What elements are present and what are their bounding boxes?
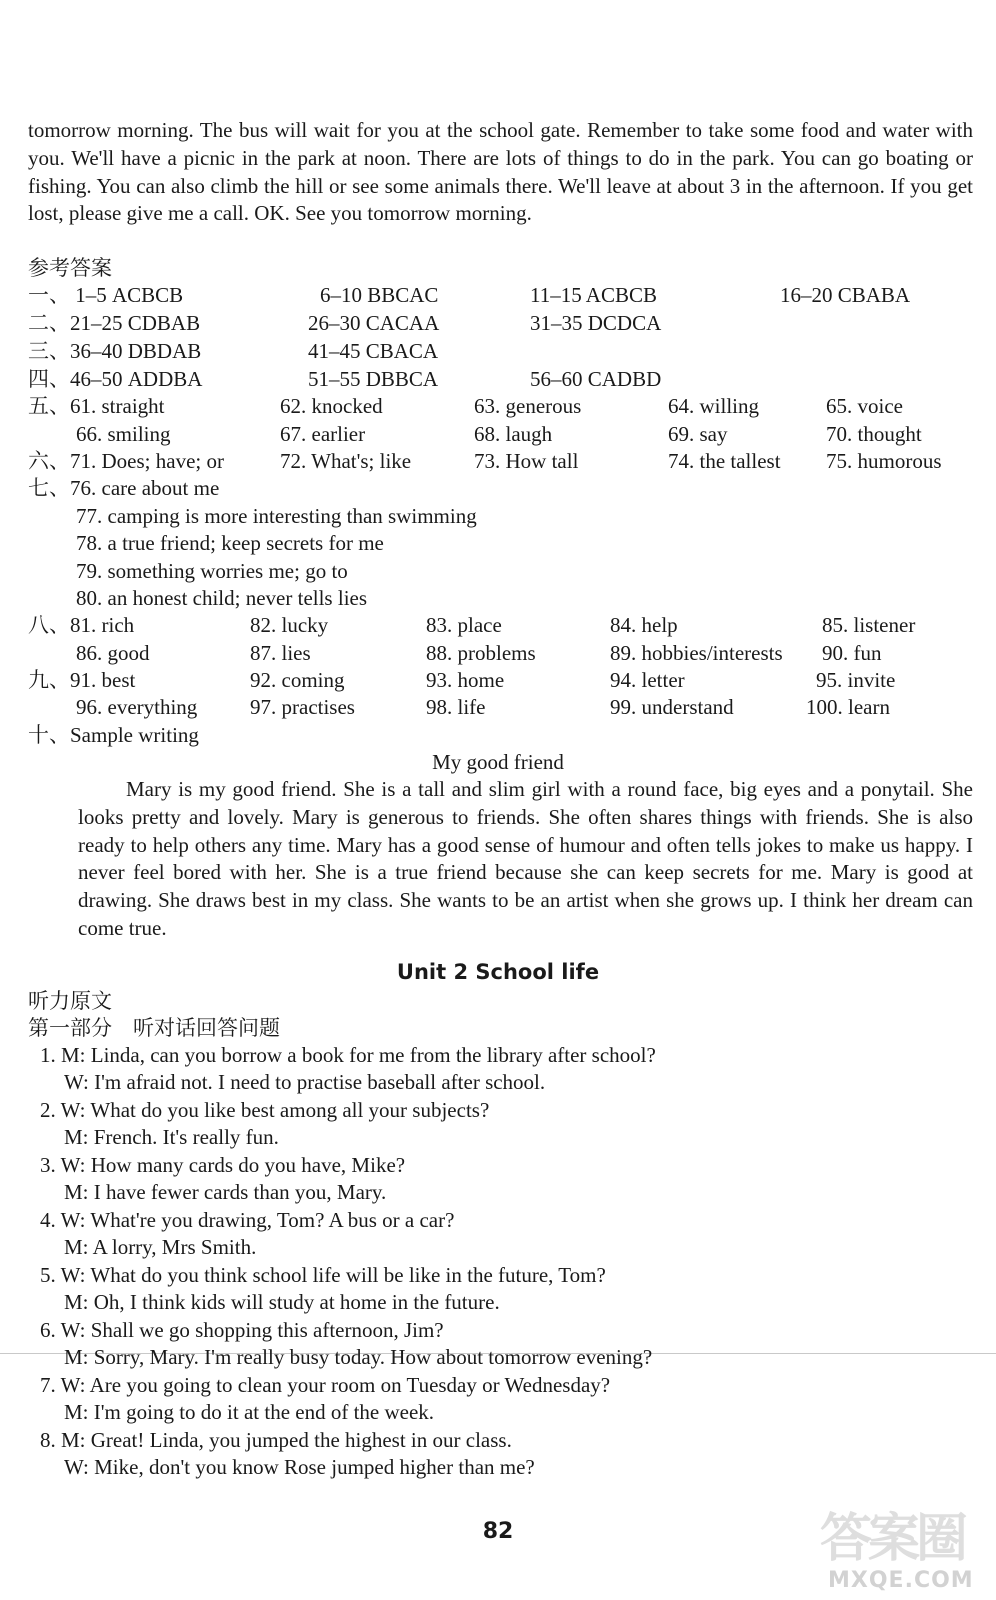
watermark-logo: 答案圈 — [820, 1509, 965, 1569]
answer-group: 56–60 CADBD — [530, 367, 662, 391]
answer-item: 82. lucky — [250, 613, 329, 637]
answer-item: 93. home — [426, 668, 505, 692]
dialogue-line: 4. W: What're you drawing, Tom? A bus or a car? — [40, 1208, 455, 1232]
essay-body: Mary is my good friend. She is a tall and slim girl with a round face, big eyes and a ponytail. She looks pretty and lovely. Mary is generous to friends. She often shares things with friends. She is also ready to help others any time. Mary has a good sense of humour and often tells jokes to make us happy. I never feel bored with her. She is a true friend because she can keep secrets for me. Mary is good at drawing. She draws best in my class. She wants to be an artist when she grows up. I think her dream can come true. — [78, 777, 973, 940]
answer-item: 65. voice — [826, 394, 903, 418]
answer-item: 85. listener — [822, 613, 916, 637]
answer-item: 89. hobbies/interests — [610, 641, 783, 665]
answer-group: 三、36–40 DBDAB — [28, 339, 202, 363]
answer-item: 88. problems — [426, 641, 536, 665]
answer-item: 66. smiling — [76, 422, 171, 446]
answer-item: 73. How tall — [474, 449, 579, 473]
answer-item: 九、91. best — [28, 668, 136, 692]
intro-paragraph: tomorrow morning. The bus will wait for you at the school gate. Remember to take some food and water with you. We'll have a picnic in the park at noon. There are lots of things to do in the park. You can go boating or fishing. You can also climb the hill or see some animals there. We'll leave at about 3 in the afternoon. If you get lost, please give me a call. OK. See you tomorrow morning. — [28, 118, 973, 226]
dialogue-line: M: French. It's really fun. — [64, 1125, 279, 1149]
answers-heading: 参考答案 — [28, 256, 112, 280]
answer-item: 77. camping is more interesting than swimming — [76, 504, 477, 528]
answer-item: 87. lies — [250, 641, 311, 665]
answer-item: 100. learn — [806, 695, 890, 719]
answer-item: 94. letter — [610, 668, 685, 692]
answer-item: 96. everything — [76, 695, 198, 719]
dialogue-line: M: I have fewer cards than you, Mary. — [64, 1180, 387, 1204]
answer-item: 69. say — [668, 422, 728, 446]
dialogue-line: M: Sorry, Mary. I'm really busy today. How about tomorrow evening? — [64, 1345, 653, 1369]
answer-item: 95. invite — [816, 668, 896, 692]
answer-item: 84. help — [610, 613, 678, 637]
listening-heading: 听力原文 — [28, 989, 112, 1013]
answer-group: 11–15 ACBCB — [530, 283, 658, 307]
dialogue-line: 1. M: Linda, can you borrow a book for me from the library after school? — [40, 1043, 656, 1067]
part1-heading: 第一部分 听对话回答问题 — [28, 1016, 280, 1040]
answer-item: 72. What's; like — [280, 449, 412, 473]
answer-item: 86. good — [76, 641, 150, 665]
dialogue-line: 7. W: Are you going to clean your room on Tuesday or Wednesday? — [40, 1373, 611, 1397]
answer-group: 四、46–50 ADDBA — [28, 367, 203, 391]
answer-item: 64. willing — [668, 394, 760, 418]
answer-item: 70. thought — [826, 422, 922, 446]
unit-title: Unit 2 School life — [396, 960, 600, 984]
answer-group: 41–45 CBACA — [308, 339, 439, 363]
answer-group: 一、 1–5 ACBCB — [28, 283, 184, 307]
answer-item: 六、71. Does; have; or — [28, 449, 224, 473]
dialogue-line: M: I'm going to do it at the end of the week. — [64, 1400, 435, 1424]
answer-item: 74. the tallest — [668, 449, 781, 473]
answer-item: 68. laugh — [474, 422, 553, 446]
answer-item: 90. fun — [822, 641, 882, 665]
answer-item: 92. coming — [250, 668, 345, 692]
dialogue-line: M: Oh, I think kids will study at home in the future. — [64, 1290, 500, 1314]
answer-group: 51–55 DBBCA — [308, 367, 439, 391]
answer-item: 99. understand — [610, 695, 734, 719]
answer-item: 75. humorous — [826, 449, 942, 473]
answer-item: 97. practises — [250, 695, 355, 719]
dialogue-line: 6. W: Shall we go shopping this afternoon, Jim? — [40, 1318, 444, 1342]
essay-title: My good friend — [432, 750, 564, 774]
dialogue-line: 3. W: How many cards do you have, Mike? — [40, 1153, 406, 1177]
answer-item: 67. earlier — [280, 422, 366, 446]
sample-writing-heading: 十、Sample writing — [28, 723, 199, 747]
page-number: 82 — [482, 1519, 514, 1544]
answer-group: 6–10 BBCAC — [320, 283, 439, 307]
dialogue-line: 2. W: What do you like best among all your subjects? — [40, 1098, 490, 1122]
answer-group: 16–20 CBABA — [780, 283, 911, 307]
dialogue-line: M: A lorry, Mrs Smith. — [64, 1235, 257, 1259]
answer-item: 79. something worries me; go to — [76, 559, 348, 583]
answer-item: 98. life — [426, 695, 486, 719]
answer-item: 五、61. straight — [28, 394, 165, 418]
answer-group: 31–35 DCDCA — [530, 311, 662, 335]
dialogue-line: W: I'm afraid not. I need to practise baseball after school. — [64, 1070, 546, 1094]
dialogue-line: 8. M: Great! Linda, you jumped the highest in our class. — [40, 1428, 512, 1452]
answer-item: 78. a true friend; keep secrets for me — [76, 531, 384, 555]
answer-item: 63. generous — [474, 394, 582, 418]
watermark-url: MXQE.COM — [828, 1568, 974, 1593]
answer-item: 八、81. rich — [28, 613, 135, 637]
answer-group: 26–30 CACAA — [308, 311, 440, 335]
answer-item: 七、76. care about me — [28, 476, 220, 500]
answer-item: 80. an honest child; never tells lies — [76, 586, 368, 610]
dialogue-line: 5. W: What do you think school life will be like in the future, Tom? — [40, 1263, 606, 1287]
answer-item: 62. knocked — [280, 394, 383, 418]
answer-item: 83. place — [426, 613, 502, 637]
dialogue-line: W: Mike, don't you know Rose jumped higher than me? — [64, 1455, 535, 1479]
answer-group: 二、21–25 CDBAB — [28, 311, 201, 335]
